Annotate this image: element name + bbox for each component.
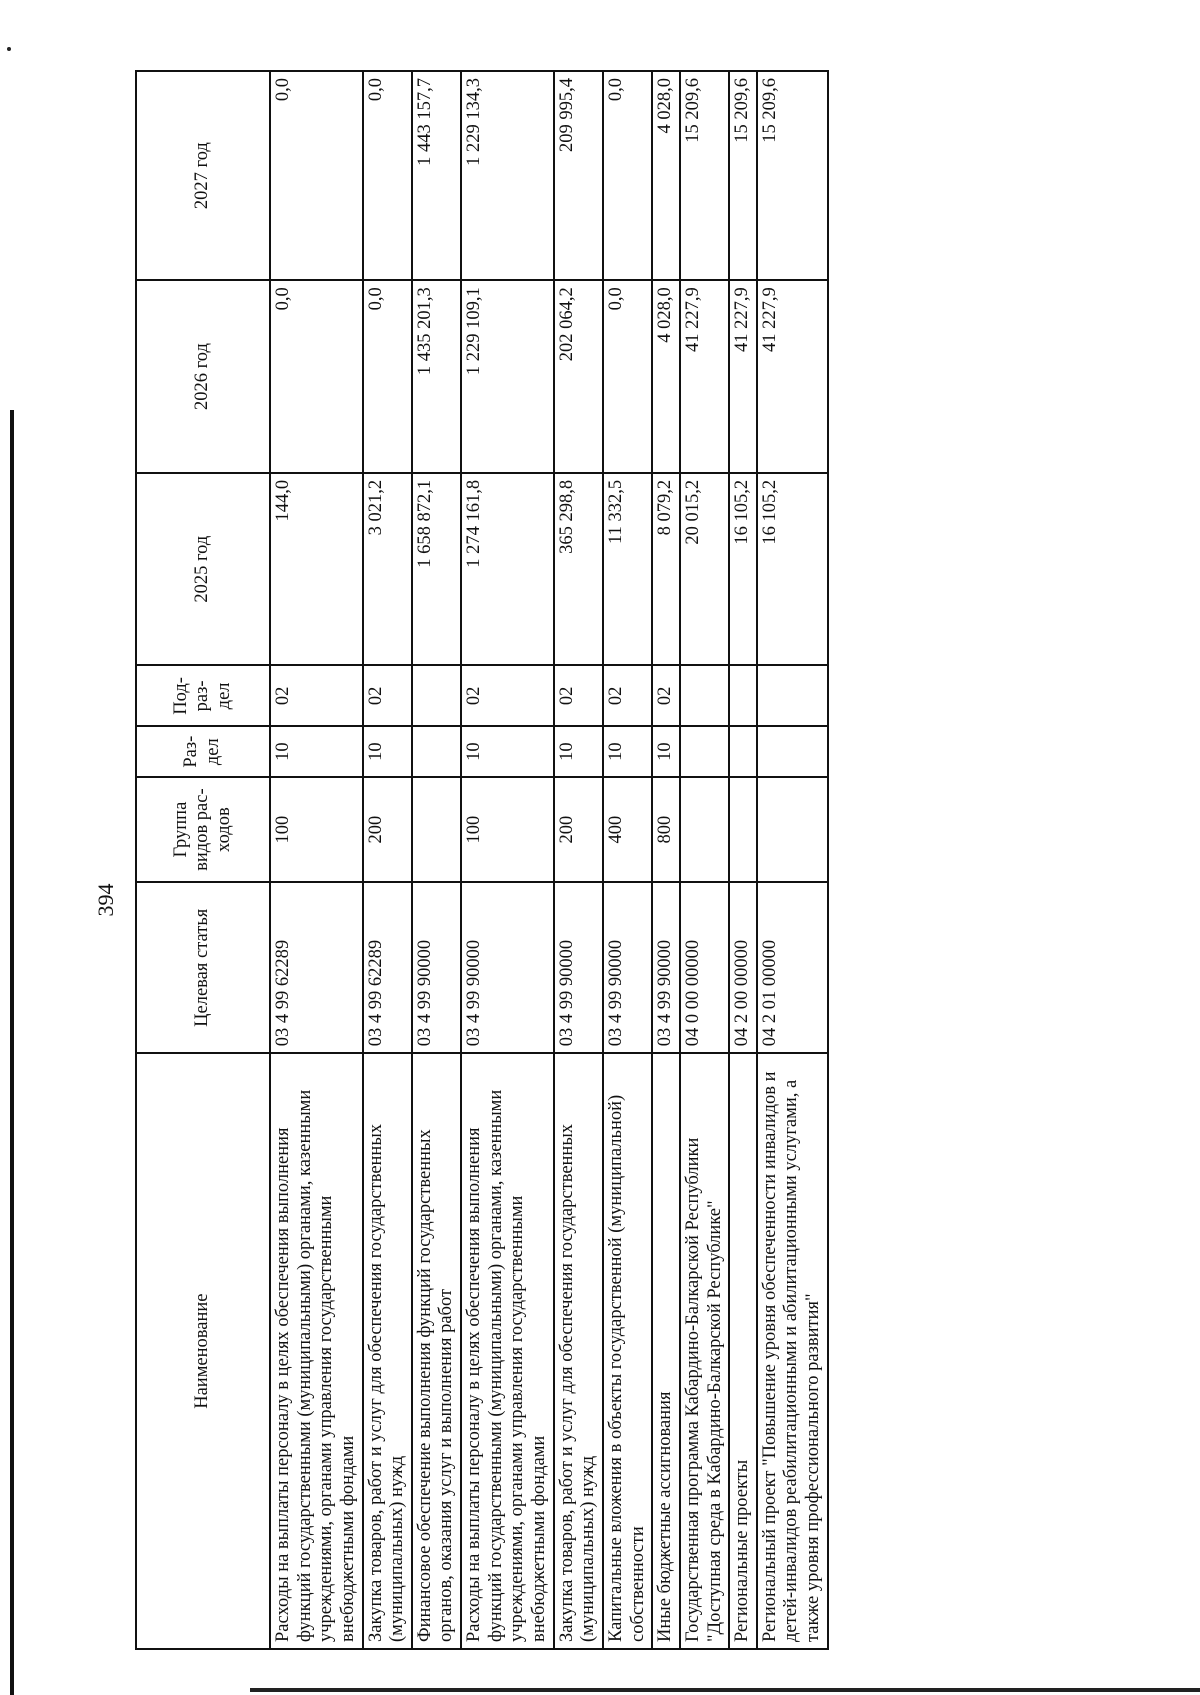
row-group: 800 <box>652 777 680 882</box>
scan-speck <box>7 47 11 51</box>
header-subsection: Под- раз- дел <box>136 666 270 727</box>
row-2026: 202 064,2 <box>554 280 603 473</box>
row-name: Региональный проект "Повышение уровня обеспеченности инвалидов и детей-инвалидов реабилитационными и абилитационными услугами, а также уровня профессионального развития" <box>757 1053 828 1649</box>
row-group <box>757 777 828 882</box>
row-section <box>757 726 828 777</box>
row-section <box>729 726 757 777</box>
row-subsection: 02 <box>363 666 412 727</box>
row-subsection: 02 <box>461 666 554 727</box>
table-row <box>412 71 461 1649</box>
row-2027: 0,0 <box>363 71 412 280</box>
row-subsection: 02 <box>270 666 363 727</box>
row-2025: 1 658 872,1 <box>412 473 461 666</box>
row-group <box>680 777 729 882</box>
row-section: 10 <box>270 726 363 777</box>
row-2026: 0,0 <box>270 280 363 473</box>
row-2025: 16 105,2 <box>757 473 828 666</box>
row-2027: 1 229 134,3 <box>461 71 554 280</box>
row-2027: 209 995,4 <box>554 71 603 280</box>
row-name: Закупка товаров, работ и услуг для обеспечения государственных (муниципальных) нужд <box>363 1053 412 1649</box>
row-group: 100 <box>461 777 554 882</box>
row-target: 03 4 99 62289 <box>270 882 363 1053</box>
row-section: 10 <box>603 726 652 777</box>
row-group: 200 <box>554 777 603 882</box>
row-target: 03 4 99 90000 <box>554 882 603 1053</box>
row-2026: 41 227,9 <box>757 280 828 473</box>
table-row <box>729 71 757 1649</box>
scan-edge-left <box>10 410 14 1695</box>
row-section <box>680 726 729 777</box>
row-target: 03 4 99 90000 <box>412 882 461 1053</box>
row-2026: 41 227,9 <box>729 280 757 473</box>
row-subsection <box>729 666 757 727</box>
row-name: Закупка товаров, работ и услуг для обеспечения государственных (муниципальных) нужд <box>554 1053 603 1649</box>
row-2025: 3 021,2 <box>363 473 412 666</box>
row-name: Капитальные вложения в объекты государственной (муниципальной) собственности <box>603 1053 652 1649</box>
row-name: Расходы на выплаты персоналу в целях обеспечения выполнения функций государственными (муниципальными) органами, казенными учреждениями, органами управления государственными внебюджетными фондами <box>270 1053 363 1649</box>
header-row <box>136 71 270 1649</box>
row-2025: 20 015,2 <box>680 473 729 666</box>
header-2025: 2025 год <box>136 473 270 666</box>
rotated-page <box>85 40 1085 1660</box>
row-2027: 15 209,6 <box>757 71 828 280</box>
table-row <box>461 71 554 1649</box>
row-group <box>729 777 757 882</box>
row-2026: 0,0 <box>363 280 412 473</box>
table-row <box>680 71 729 1649</box>
table-row <box>652 71 680 1649</box>
header-section: Раз- дел <box>136 726 270 777</box>
row-2027: 1 443 157,7 <box>412 71 461 280</box>
row-target: 03 4 99 90000 <box>603 882 652 1053</box>
table-row <box>554 71 603 1649</box>
header-2026: 2026 год <box>136 280 270 473</box>
row-group: 100 <box>270 777 363 882</box>
row-2026: 41 227,9 <box>680 280 729 473</box>
row-2025: 11 332,5 <box>603 473 652 666</box>
row-target: 04 2 01 00000 <box>757 882 828 1053</box>
row-2025: 8 079,2 <box>652 473 680 666</box>
row-section: 10 <box>363 726 412 777</box>
table-row <box>363 71 412 1649</box>
row-name: Финансовое обеспечение выполнения функций государственных органов, оказания услуг и выполнения работ <box>412 1053 461 1649</box>
row-subsection <box>757 666 828 727</box>
row-2025: 144,0 <box>270 473 363 666</box>
table-row <box>757 71 828 1649</box>
table-row <box>603 71 652 1649</box>
row-2027: 0,0 <box>603 71 652 280</box>
row-section: 10 <box>554 726 603 777</box>
row-2025: 1 274 161,8 <box>461 473 554 666</box>
row-subsection <box>680 666 729 727</box>
row-2025: 365 298,8 <box>554 473 603 666</box>
row-subsection: 02 <box>554 666 603 727</box>
row-name: Региональные проекты <box>729 1053 757 1649</box>
header-name: Наименование <box>136 1053 270 1649</box>
row-subsection <box>412 666 461 727</box>
row-2027: 0,0 <box>270 71 363 280</box>
row-target: 04 0 00 00000 <box>680 882 729 1053</box>
scan-edge-bottom <box>250 1688 1200 1692</box>
row-2026: 1 435 201,3 <box>412 280 461 473</box>
row-2026: 0,0 <box>603 280 652 473</box>
header-2027: 2027 год <box>136 71 270 280</box>
header-expense-group: Группа видов рас- ходов <box>136 777 270 882</box>
row-target: 03 4 99 90000 <box>461 882 554 1053</box>
row-target: 03 4 99 90000 <box>652 882 680 1053</box>
row-section <box>412 726 461 777</box>
row-subsection: 02 <box>652 666 680 727</box>
row-group: 400 <box>603 777 652 882</box>
row-2026: 1 229 109,1 <box>461 280 554 473</box>
row-group: 200 <box>363 777 412 882</box>
row-group <box>412 777 461 882</box>
page-number: 394 <box>93 883 118 917</box>
row-subsection: 02 <box>603 666 652 727</box>
header-target: Целевая статья <box>136 882 270 1053</box>
row-2027: 4 028,0 <box>652 71 680 280</box>
row-2027: 15 209,6 <box>729 71 757 280</box>
row-2026: 4 028,0 <box>652 280 680 473</box>
row-target: 04 2 00 00000 <box>729 882 757 1053</box>
row-name: Государственная программа Кабардино-Балкарской Республики "Доступная среда в Кабардино-Балкарской Республике" <box>680 1053 729 1649</box>
table-row <box>270 71 363 1649</box>
budget-table <box>135 70 829 1650</box>
row-2025: 16 105,2 <box>729 473 757 666</box>
row-target: 03 4 99 62289 <box>363 882 412 1053</box>
row-name: Расходы на выплаты персоналу в целях обеспечения выполнения функций государственными (муниципальными) органами, казенными учреждениями, органами управления государственными внебюджетными фондами <box>461 1053 554 1649</box>
row-2027: 15 209,6 <box>680 71 729 280</box>
row-section: 10 <box>461 726 554 777</box>
row-name: Иные бюджетные ассигнования <box>652 1053 680 1649</box>
row-section: 10 <box>652 726 680 777</box>
